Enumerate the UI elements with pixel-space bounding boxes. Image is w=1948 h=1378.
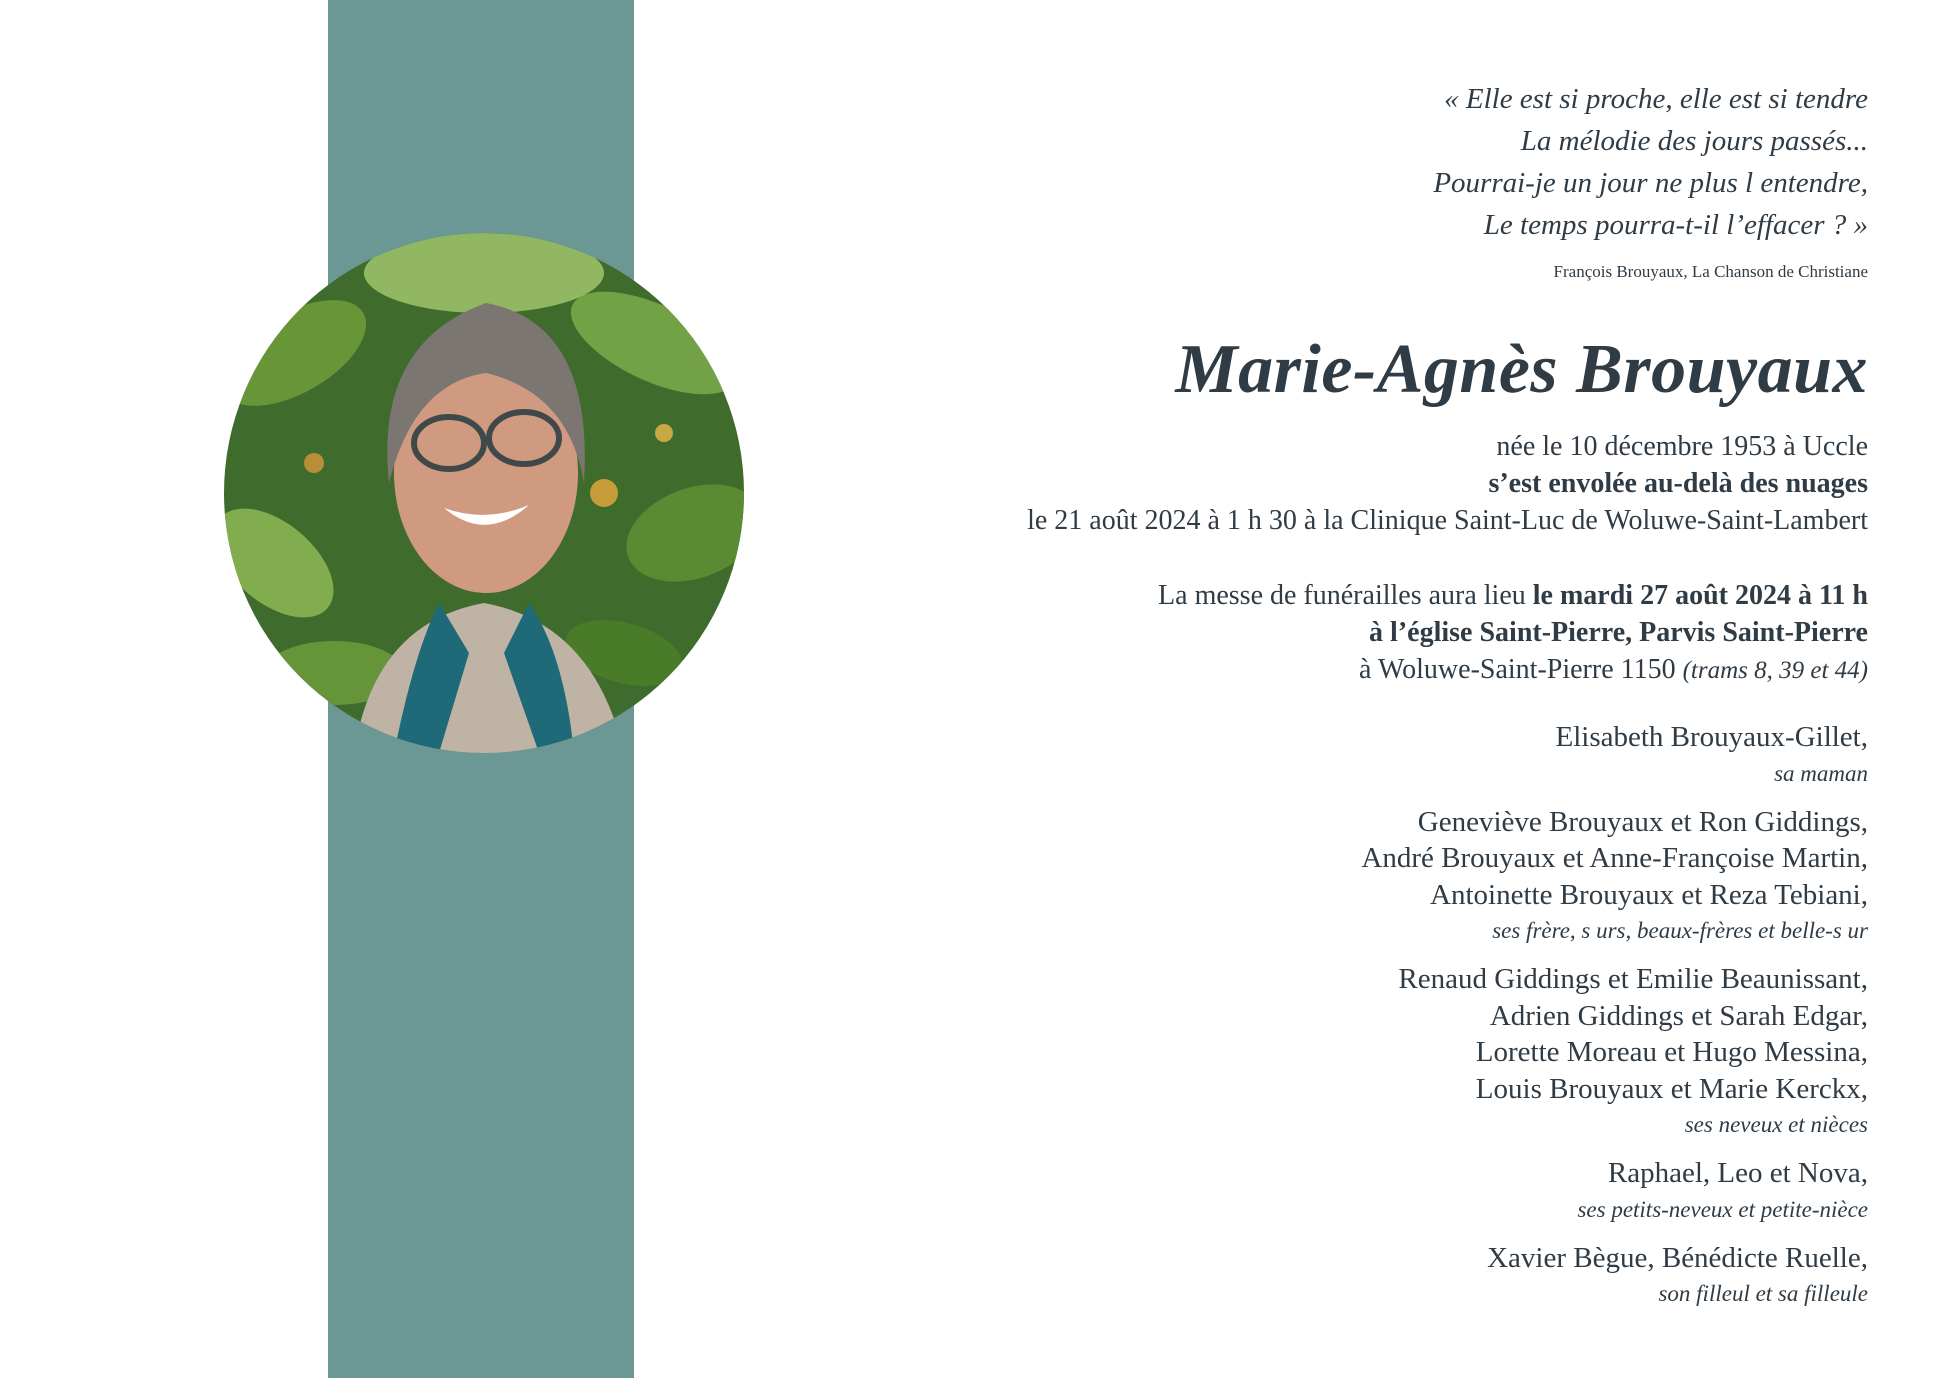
funeral-block — [1158, 577, 1868, 689]
passing-detail: le 21 août 2024 à 1 h 30 à la Clinique Saint-Luc de Woluwe-Saint-Lambert — [1027, 505, 1868, 536]
funeral-place: à l’église Saint-Pierre, Parvis Saint-Pierre — [1369, 617, 1868, 648]
family-group — [868, 804, 1868, 950]
poem-line: Pourrai-je un jour ne plus l entendre, — [1433, 167, 1868, 199]
family-list — [868, 719, 1868, 1324]
poem-attribution: François Brouyaux, La Chanson de Christiane — [1553, 262, 1868, 281]
funeral-date-line — [1158, 577, 1868, 614]
funeral-transport: (trams 8, 39 et 44) — [1682, 657, 1868, 684]
poem-line: « Elle est si proche, elle est si tendre — [1444, 83, 1868, 115]
family-member: Lorette Moreau et Hugo Messina, — [1475, 1036, 1868, 1068]
family-member: André Brouyaux et Anne-Françoise Martin, — [1361, 842, 1868, 874]
funeral-town: à Woluwe-Saint-Pierre 1150 — [1359, 654, 1676, 685]
poem-line: Le temps pourra-t-il l’effacer ? » — [1483, 209, 1868, 241]
deceased-name: Marie-Agnès Brouyaux — [1175, 331, 1868, 408]
family-member: Elisabeth Brouyaux-Gillet, — [1555, 721, 1868, 753]
family-member: Adrien Giddings et Sarah Edgar, — [1489, 999, 1868, 1032]
family-group — [868, 719, 1868, 792]
family-relation: son filleul et sa filleule — [1658, 1281, 1868, 1306]
birth-line: née le 10 décembre 1953 à Uccle — [1496, 431, 1868, 462]
passing-line: s’est envolée au-delà des nuages — [1488, 468, 1868, 499]
family-member: Xavier Bègue, Bénédicte Ruelle, — [1487, 1241, 1868, 1274]
family-member: Antoinette Brouyaux et Reza Tebiani, — [1430, 878, 1868, 911]
family-group — [868, 1240, 1868, 1313]
family-relation: ses frère, s urs, beaux-frères et belle-s ur — [1492, 918, 1868, 943]
birth-block — [1027, 428, 1868, 539]
funeral-date: le mardi 27 août 2024 à 11 h — [1532, 580, 1868, 611]
portrait-photo — [224, 233, 744, 753]
funeral-town-line — [1158, 651, 1868, 689]
family-group — [868, 1155, 1868, 1228]
family-relation: sa maman — [1774, 760, 1868, 786]
family-member: Raphael, Leo et Nova, — [1607, 1157, 1868, 1189]
poem-quote — [968, 78, 1868, 246]
family-relation: ses neveux et nièces — [1684, 1112, 1868, 1137]
family-member: Geneviève Brouyaux et Ron Giddings, — [1417, 805, 1868, 838]
family-member: Louis Brouyaux et Marie Kerckx, — [1475, 1072, 1868, 1105]
family-relation: ses petits-neveux et petite-nièce — [1577, 1196, 1868, 1222]
family-member: Renaud Giddings et Emilie Beaunissant, — [1398, 963, 1868, 995]
funeral-intro: La messe de funérailles aura lieu — [1158, 580, 1526, 611]
poem-line: La mélodie des jours passés... — [1520, 125, 1868, 157]
family-group — [868, 961, 1868, 1143]
